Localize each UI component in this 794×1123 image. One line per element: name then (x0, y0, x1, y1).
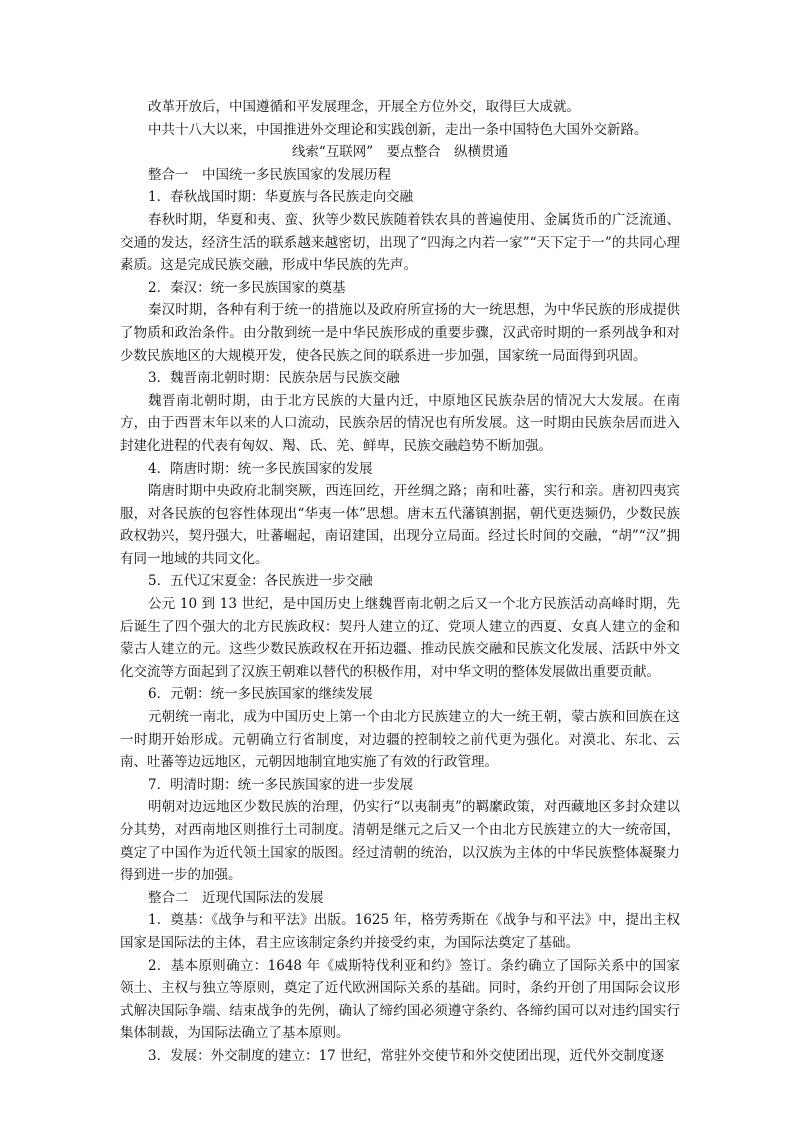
section-heading: 7．明清时期：统一多民族国家的进一步发展 (148, 776, 414, 793)
section-heading: 2．秦汉：统一多民族国家的奠基 (148, 279, 346, 296)
centered-title: 线索“互联网” 要点整合 纵横贯通 (291, 144, 509, 161)
paragraph: 3．发展：外交制度的建立：17 世纪，常驻外交使节和外交使团出现，近代外交制度逐 (148, 1047, 665, 1064)
document-body (120, 96, 680, 1068)
section-heading: 4．隋唐时期：统一多民族国家的发展 (148, 460, 373, 477)
section-heading: 整合一 中国统一多民族国家的发展历程 (148, 166, 391, 183)
paragraph: 中共十八大以来，中国推进外交理论和实践创新，走出一条中国特色大国外交新路。 (148, 121, 648, 138)
paragraph: 隋唐时期中央政府北制突厥，西连回纥，开丝绸之路；南和吐蕃，实行和亲。唐初四夷宾服，对各民族的包容性体现出“华夷一体”思想。唐末五代藩镇割据，朝代更迭频仍，少数民族政权勃兴，契丹强大，吐蕃崛起，南诏建国，出现分立局面。经过长时间的交融，“胡”“汉”拥有同一地域的共同文化。 (120, 483, 680, 567)
section-heading: 3．魏晋南北朝时期：民族杂居与民族交融 (148, 370, 400, 387)
paragraph: 魏晋南北朝时期，由于北方民族的大量内迁，中原地区民族杂居的情况大大发展。在南方，由于西晋末年以来的人口流动，民族杂居的情况也有所发展。这一时期由民族杂居而进入封建化进程的代表有匈奴、羯、氐、羌、鲜卑，民族交融趋势不断加强。 (120, 392, 680, 454)
section-heading: 整合二 近现代国际法的发展 (148, 889, 324, 906)
paragraph: 改革开放后，中国遵循和平发展理念，开展全方位外交，取得巨大成就。 (148, 99, 580, 115)
section-heading: 5．五代辽宋夏金：各民族进一步交融 (148, 573, 373, 590)
paragraph: 秦汉时期，各种有利于统一的措施以及政府所宣扬的大一统思想，为中华民族的形成提供了物质和政治条件。由分散到统一是中华民族形成的重要步骤，汉武帝时期的一系列战争和对少数民族地区的大规模开发，使各民族之间的联系进一步加强，国家统一局面得到巩固。 (120, 302, 680, 364)
paragraph: 明朝对边远地区少数民族的治理，仍实行“以夷制夷”的羁縻政策，对西藏地区多封众建以分其势，对西南地区则推行土司制度。清朝是继元之后又一个由北方民族建立的大一统帝国，奠定了中国作为近代领土国家的版图。经过清朝的统治，以汉族为主体的中华民族整体凝聚力得到进一步的加强。 (120, 799, 680, 884)
section-heading: 6．元朝：统一多民族国家的继续发展 (148, 686, 373, 703)
paragraph: 春秋时期，华夏和夷、蛮、狄等少数民族随着铁农具的普遍使用、金属货币的广泛流通、交通的发达，经济生活的联系越来越密切，出现了“四海之内若一家”“天下定于一”的共同心理素质。这是完成民族交融，形成中华民族的先声。 (120, 211, 680, 274)
paragraph: 元朝统一南北，成为中国历史上第一个由北方民族建立的大一统王朝，蒙古族和回族在这一时期开始形成。元朝确立行省制度，对边疆的控制较之前代更为强化。对漠北、东北、云南、吐蕃等边远地区，元朝因地制宜地实施了有效的行政管理。 (120, 709, 680, 771)
section-heading: 1．春秋战国时期：华夏族与各民族走向交融 (148, 189, 414, 206)
paragraph: 1．奠基：《战争与和平法》出版。1625 年，格劳秀斯在《战争与和平法》中，提出主权国家是国际法的主体，君主应该制定条约并接受约束，为国际法奠定了基础。 (120, 912, 680, 951)
paragraph: 公元 10 到 13 世纪，是中国历史上继魏晋南北朝之后又一个北方民族活动高峰时期，先后诞生了四个强大的北方民族政权：契丹人建立的辽、党项人建立的西夏、女真人建立的金和蒙古人建立的元。这些少数民族政权在开拓边疆、推动民族交融和民族文化发展、活跃中外文化交流等方面起到了汉族王朝难以替代的积极作用，对中华文明的整体发展做出重要贡献。 (120, 596, 680, 680)
paragraph: 2．基本原则确立：1648 年《威斯特伐利亚和约》签订。条约确立了国际关系中的国家领土、主权与独立等原则，奠定了近代欧洲国际关系的基础。同时，条约开创了用国际会议形式解决国际争端、结束战争的先例，确认了缔约国必须遵守条约、各缔约国可以对违约国实行集体制裁，为国际法确立了基本原则。 (120, 957, 680, 1042)
